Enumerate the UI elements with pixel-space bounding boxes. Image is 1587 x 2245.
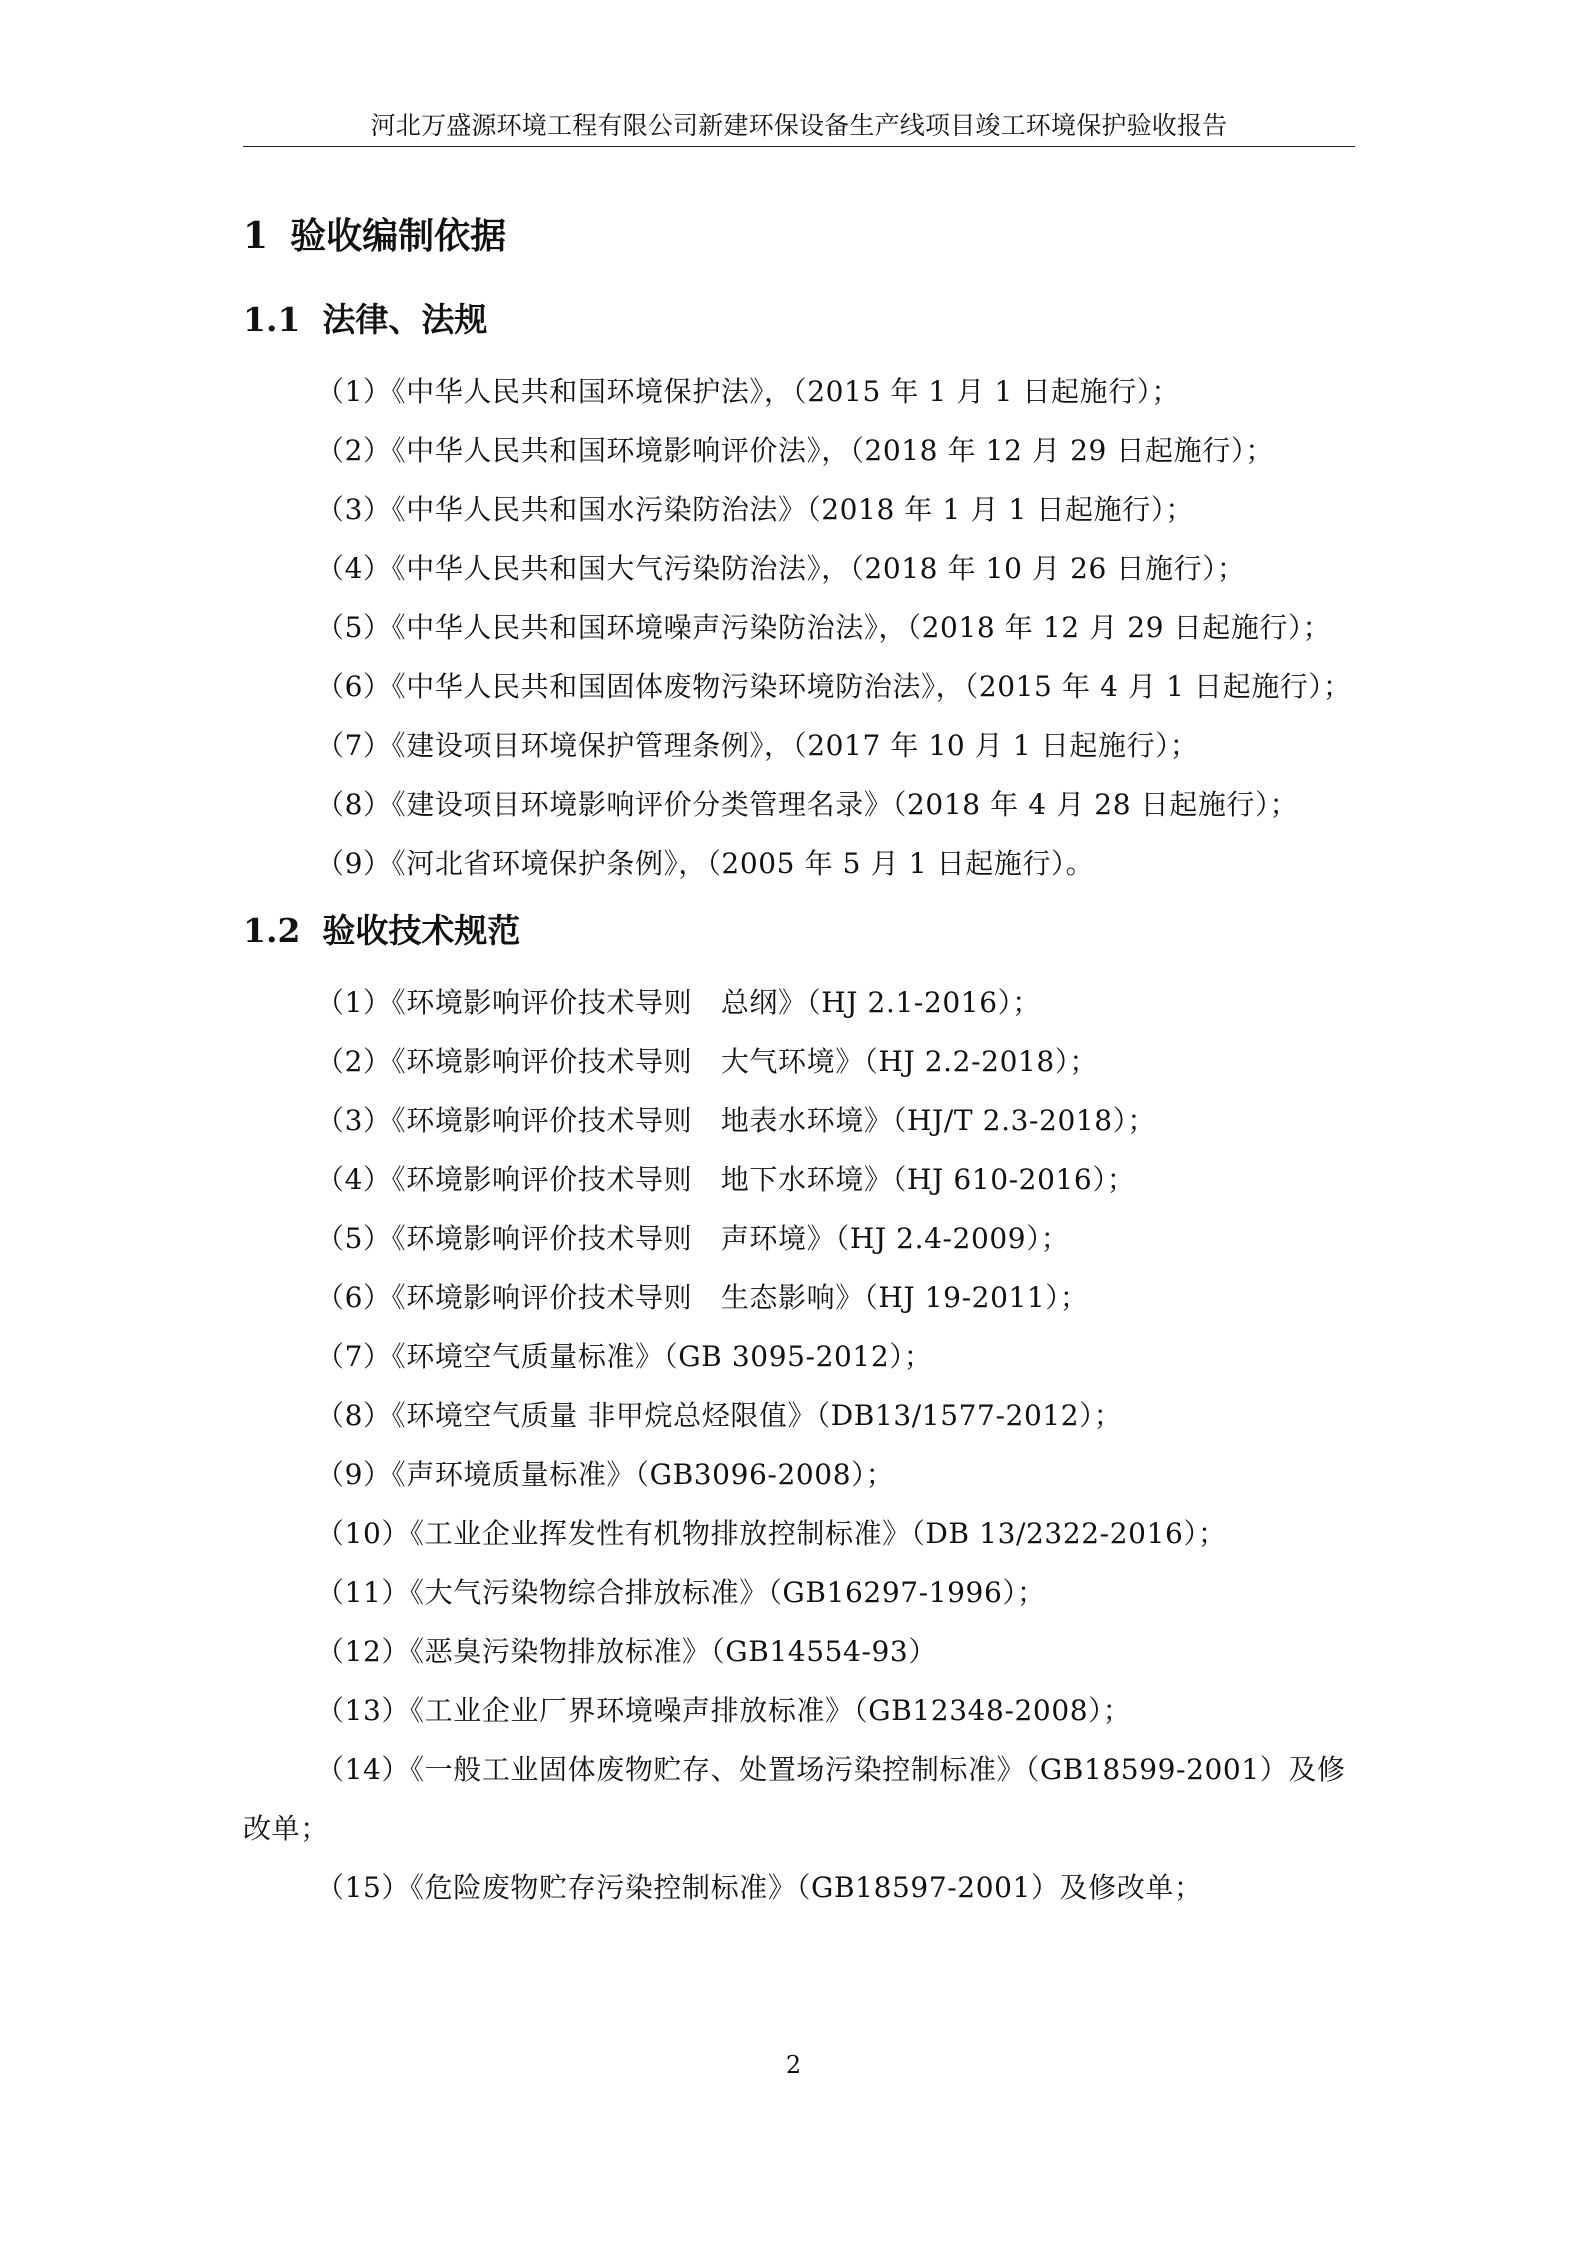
spec-item: （11）《大气污染物综合排放标准》（GB16297-1996）；	[316, 1576, 1046, 1609]
spec-item: （4）《环境影响评价技术导则 地下水环境》（HJ 610-2016）；	[316, 1163, 1136, 1196]
law-item: （4）《中华人民共和国大气污染防治法》，（2018 年 10 月 26 日施行）；	[316, 552, 1246, 585]
section-1-heading	[243, 200, 1355, 272]
section-1-1-title: 法律、法规	[322, 300, 488, 339]
section-1-title: 验收编制依据	[290, 215, 507, 257]
spec-item: （1）《环境影响评价技术导则 总纲》（HJ 2.1-2016）；	[316, 986, 1041, 1019]
section-1-2-title: 验收技术规范	[322, 911, 521, 950]
spec-item: （2）《环境影响评价技术导则 大气环境》（HJ 2.2-2018）；	[316, 1045, 1099, 1078]
running-header: 河北万盛源环境工程有限公司新建环保设备生产线项目竣工环境保护验收报告	[370, 111, 1228, 140]
law-item: （6）《中华人民共和国固体废物污染环境防治法》，（2015 年 4 月 1 日起施行）；	[316, 670, 1352, 703]
section-1-number: 1	[243, 215, 269, 257]
spec-item: （13）《工业企业厂界环境噪声排放标准》（GB12348-2008）；	[316, 1694, 1132, 1727]
page-number: 2	[785, 2051, 802, 2079]
section-1-1-heading	[243, 288, 1355, 352]
spec-item: （6）《环境影响评价技术导则 生态影响》（HJ 19-2011）；	[316, 1281, 1089, 1314]
law-item: （9）《河北省环境保护条例》，（2005 年 5 月 1 日起施行）。	[316, 847, 1095, 880]
law-item: （1）《中华人民共和国环境保护法》，（2015 年 1 月 1 日起施行）；	[316, 375, 1181, 408]
section-1-1-number: 1.1	[243, 300, 301, 339]
law-item: （7）《建设项目环境保护管理条例》，（2017 年 10 月 1 日起施行）；	[316, 729, 1199, 762]
spec-item: （15）《危险废物贮存污染控制标准》（GB18597-2001）及修改单；	[316, 1871, 1203, 1904]
spec-item: （10）《工业企业挥发性有机物排放控制标准》（DB 13/2322-2016）；	[316, 1517, 1227, 1550]
law-item: （3）《中华人民共和国水污染防治法》（2018 年 1 月 1 日起施行）；	[316, 493, 1195, 526]
spec-item: （5）《环境影响评价技术导则 声环境》（HJ 2.4-2009）；	[316, 1222, 1070, 1255]
law-item: （2）《中华人民共和国环境影响评价法》，（2018 年 12 月 29 日起施行）；	[316, 434, 1275, 467]
law-item: （8）《建设项目环境影响评价分类管理名录》（2018 年 4 月 28 日起施行）；	[316, 788, 1299, 821]
law-item: （5）《中华人民共和国环境噪声污染防治法》，（2018 年 12 月 29 日起施行）；	[316, 611, 1332, 644]
section-1-2-heading	[243, 899, 1355, 963]
spec-item: （3）《环境影响评价技术导则 地表水环境》（HJ/T 2.3-2018）；	[316, 1104, 1156, 1137]
spec-item: （9）《声环境质量标准》（GB3096-2008）；	[316, 1458, 895, 1491]
laws-list	[243, 362, 1355, 893]
header-rule	[243, 146, 1355, 147]
spec-item: （12）《恶臭污染物排放标准》（GB14554-93）	[316, 1635, 937, 1668]
spec-item: （14）《一般工业固体废物贮存、处置场污染控制标准》（GB18599-2001）及修改单；	[243, 1753, 1346, 1845]
technical-specs-list	[243, 973, 1355, 1917]
page-content	[243, 200, 1355, 1917]
spec-item: （7）《环境空气质量标准》（GB 3095-2012）；	[316, 1340, 933, 1373]
section-1-2-number: 1.2	[243, 911, 301, 950]
spec-item: （8）《环境空气质量 非甲烷总烃限值》（DB13/1577-2012）；	[316, 1399, 1123, 1432]
